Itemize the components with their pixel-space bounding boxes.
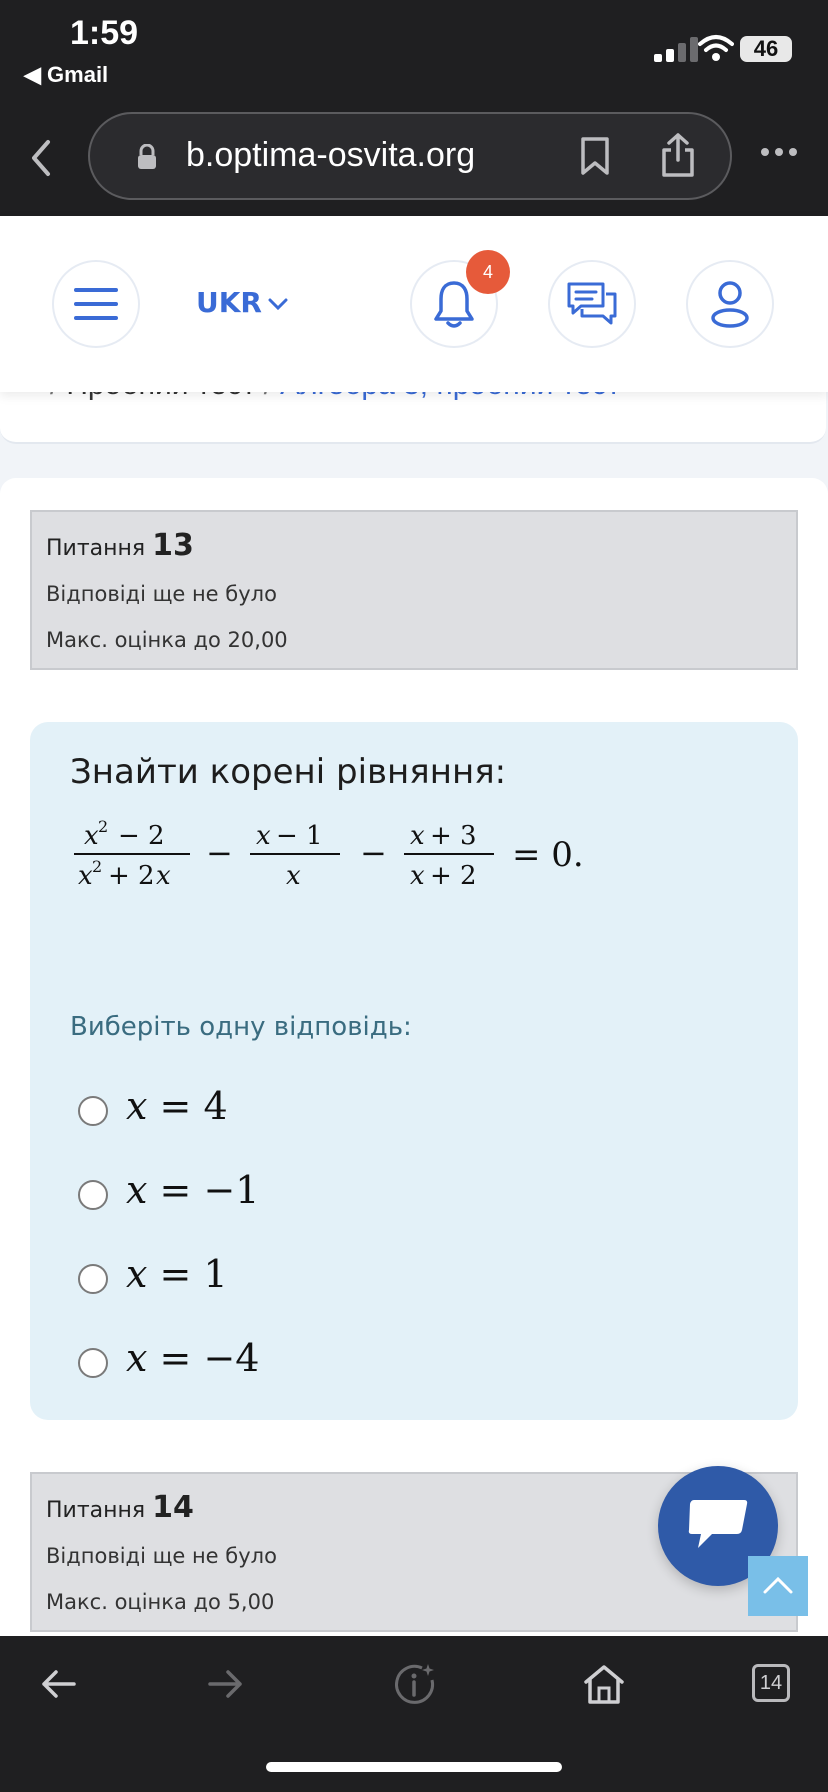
lock-icon: [136, 144, 158, 170]
question-max-score: Макс. оцінка до 20,00: [46, 628, 288, 652]
option-label[interactable]: [126, 1084, 228, 1128]
language-selector[interactable]: [196, 286, 288, 319]
bookmark-icon[interactable]: [578, 136, 612, 176]
question-title: [46, 528, 194, 563]
address-bar[interactable]: [88, 112, 732, 200]
status-time: 1:59: [70, 14, 139, 52]
back-arrow-icon[interactable]: [36, 1662, 80, 1706]
question-title: [46, 1490, 194, 1525]
answer-option[interactable]: [78, 1250, 378, 1310]
home-icon[interactable]: [582, 1662, 626, 1706]
svg-text:+ 2: + 2: [108, 861, 155, 891]
bell-icon: [433, 279, 475, 329]
equation: [70, 812, 630, 892]
svg-text:−: −: [206, 834, 233, 872]
option-value: = 4: [159, 1084, 228, 1128]
radio-button[interactable]: [78, 1348, 108, 1378]
option-variable: x: [126, 1336, 148, 1380]
svg-text:x: x: [84, 821, 99, 851]
messages-button[interactable]: [548, 260, 636, 348]
option-value: = −4: [159, 1336, 260, 1380]
radio-button[interactable]: [78, 1180, 108, 1210]
question-max-score: Макс. оцінка до 5,00: [46, 1590, 275, 1614]
app-header: [0, 216, 828, 392]
share-icon[interactable]: [660, 132, 696, 178]
browser-chrome: [0, 0, 828, 216]
chevron-up-icon: [762, 1574, 794, 1596]
svg-text:x: x: [78, 861, 93, 891]
chat-icon: [566, 281, 618, 327]
hamburger-icon: [74, 286, 118, 322]
question-body: [30, 722, 798, 1420]
answer-option[interactable]: [78, 1166, 378, 1226]
question-label: Питання: [46, 1498, 146, 1523]
url-text: b.optima-osvita.org: [186, 136, 476, 174]
option-label[interactable]: [126, 1336, 259, 1380]
tabs-button[interactable]: 14: [752, 1664, 790, 1702]
question-text: Знайти корені рівняння:: [70, 752, 507, 792]
option-value: = 1: [159, 1252, 228, 1296]
back-to-app-link[interactable]: ◀ Gmail: [24, 62, 109, 87]
menu-button[interactable]: [52, 260, 140, 348]
home-indicator: [266, 1762, 562, 1772]
option-value: = −1: [159, 1168, 260, 1212]
notification-badge: 4: [466, 250, 510, 294]
forward-arrow-icon[interactable]: [204, 1662, 248, 1706]
question-status: Відповіді ще не було: [46, 1544, 277, 1568]
option-variable: x: [126, 1084, 148, 1128]
question-number: 13: [152, 528, 194, 563]
signal-icon: [652, 36, 704, 62]
question-label: Питання: [46, 536, 146, 561]
question-info-13: [30, 510, 798, 670]
svg-text:2: 2: [98, 817, 109, 836]
chevron-down-icon: [268, 298, 288, 310]
answer-option[interactable]: [78, 1082, 378, 1142]
svg-text:− 1: − 1: [276, 821, 323, 851]
battery-indicator: 46: [740, 36, 792, 62]
svg-text:2: 2: [92, 857, 103, 876]
profile-button[interactable]: [686, 260, 774, 348]
info-icon[interactable]: [392, 1662, 436, 1706]
svg-text:−: −: [360, 834, 387, 872]
svg-text:− 2: − 2: [118, 821, 165, 851]
option-label[interactable]: [126, 1168, 259, 1212]
svg-text:x: x: [256, 821, 271, 851]
question-number: 14: [152, 1490, 194, 1525]
svg-text:+ 3: + 3: [430, 821, 477, 851]
quiz-content: [0, 478, 828, 1638]
svg-text:+ 2: + 2: [430, 861, 477, 891]
scroll-to-top-button[interactable]: [748, 1556, 808, 1616]
question-status: Відповіді ще не було: [46, 582, 277, 606]
user-icon: [710, 280, 750, 328]
option-variable: x: [126, 1168, 148, 1212]
language-label: UKR: [196, 286, 262, 319]
svg-text:x: x: [286, 861, 301, 891]
radio-button[interactable]: [78, 1264, 108, 1294]
svg-text:x: x: [156, 861, 171, 891]
svg-text:x: x: [410, 861, 425, 891]
svg-text:= 0.: = 0.: [512, 835, 584, 875]
radio-button[interactable]: [78, 1096, 108, 1126]
option-variable: x: [126, 1252, 148, 1296]
wifi-icon: [698, 34, 734, 62]
answer-option[interactable]: [78, 1334, 378, 1394]
more-icon[interactable]: [760, 146, 798, 158]
chat-bubble-icon: [686, 1496, 750, 1556]
option-label[interactable]: [126, 1252, 228, 1296]
browser-back-icon[interactable]: [26, 138, 56, 178]
svg-text:x: x: [410, 821, 425, 851]
answer-prompt: Виберіть одну відповідь:: [70, 1012, 412, 1042]
